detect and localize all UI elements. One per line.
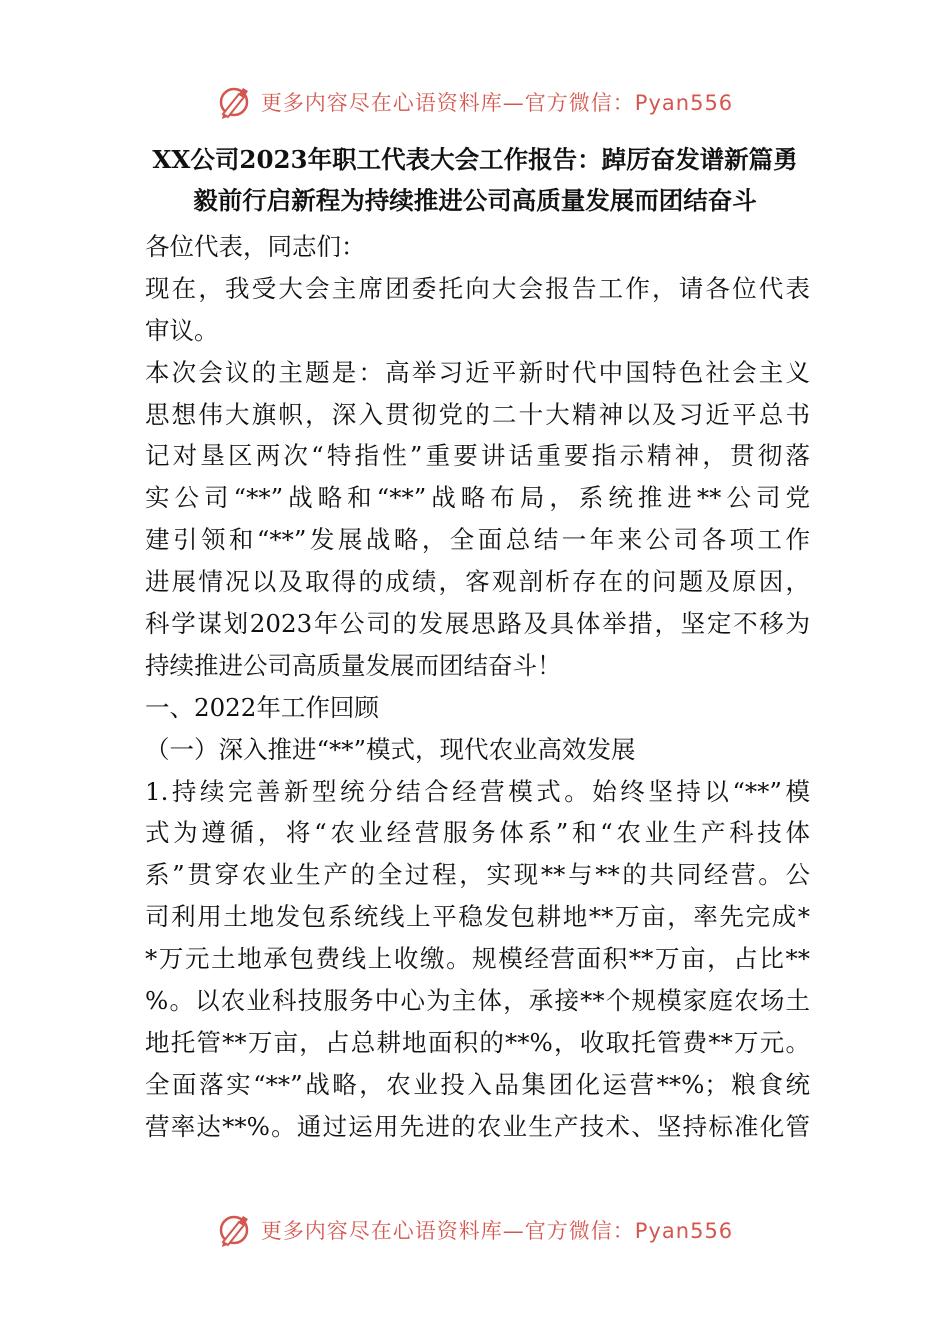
paragraph-line: 审议。 xyxy=(145,315,219,345)
document-title-line-2: 毅前行启新程为持续推进公司高质量发展而团结奋斗 xyxy=(193,186,757,215)
paragraph-line: 系”贯穿农业生产的全过程，实现**与**的共同经营。公 xyxy=(145,860,810,890)
paragraph-line: 思想伟大旗帜，深入贯彻党的二十大精神以及习近平总书 xyxy=(145,399,810,429)
paragraph-line: 持续推进公司高质量发展而团结奋斗！ xyxy=(145,650,562,680)
paragraph-line: 实公司“**”战略和“**”战略布局，系统推进**公司党 xyxy=(145,483,810,513)
paragraph-line: 记对垦区两次“特指性”重要讲话重要指示精神，贯彻落 xyxy=(145,441,810,471)
section-heading: 一、2022年工作回顾 xyxy=(145,692,379,722)
document-body xyxy=(145,226,810,1148)
paragraph-line: 地托管**万亩，占总耕地面积的**%，收取托管费**万元。 xyxy=(145,1027,810,1057)
watermark-text: 更多内容尽在心语资料库—官方微信：Pyan556 xyxy=(260,1219,734,1243)
paragraph-line: *万元土地承包费线上收缴。规模经营面积**万亩，占比** xyxy=(145,944,810,974)
paragraph-line: 现在，我受大会主席团委托向大会报告工作，请各位代表 xyxy=(145,273,810,303)
paragraph-line: 司利用土地发包系统线上平稳发包耕地**万亩，率先完成* xyxy=(145,902,810,932)
paragraph-line: %。以农业科技服务中心为主体，承接**个规模家庭农场土 xyxy=(145,986,810,1016)
paragraph-line: 1.持续完善新型统分结合经营模式。始终坚持以“**”模 xyxy=(145,776,810,806)
watermark-text: 更多内容尽在心语资料库—官方微信：Pyan556 xyxy=(260,91,734,115)
document-title-line-1: XX公司2023年职工代表大会工作报告：踔厉奋发谱新篇勇 xyxy=(152,145,798,174)
watermark-footer xyxy=(0,1208,950,1252)
paragraph-line: 建引领和“**”发展战略，全面总结一年来公司各项工作 xyxy=(145,525,810,555)
paragraph-line: 式为遵循，将“农业经营服务体系”和“农业生产科技体 xyxy=(145,818,810,848)
pen-logo-icon xyxy=(217,1212,253,1248)
paragraph-line: 科学谋划2023年公司的发展思路及具体举措，坚定不移为 xyxy=(145,609,810,639)
watermark-header xyxy=(0,80,950,124)
paragraph-line: 本次会议的主题是：高举习近平新时代中国特色社会主义 xyxy=(145,357,810,387)
paragraph-line: 营率达**%。通过运用先进的农业生产技术、坚持标准化管 xyxy=(145,1111,810,1141)
paragraph-line: 全面落实“**”战略，农业投入品集团化运营**%；粮食统 xyxy=(145,1069,810,1099)
salutation-line: 各位代表，同志们： xyxy=(145,232,366,261)
pen-logo-icon xyxy=(217,84,253,120)
subsection-heading: （一）深入推进“**”模式，现代农业高效发展 xyxy=(145,734,636,764)
paragraph-line: 进展情况以及取得的成绩，客观剖析存在的问题及原因， xyxy=(145,567,810,597)
